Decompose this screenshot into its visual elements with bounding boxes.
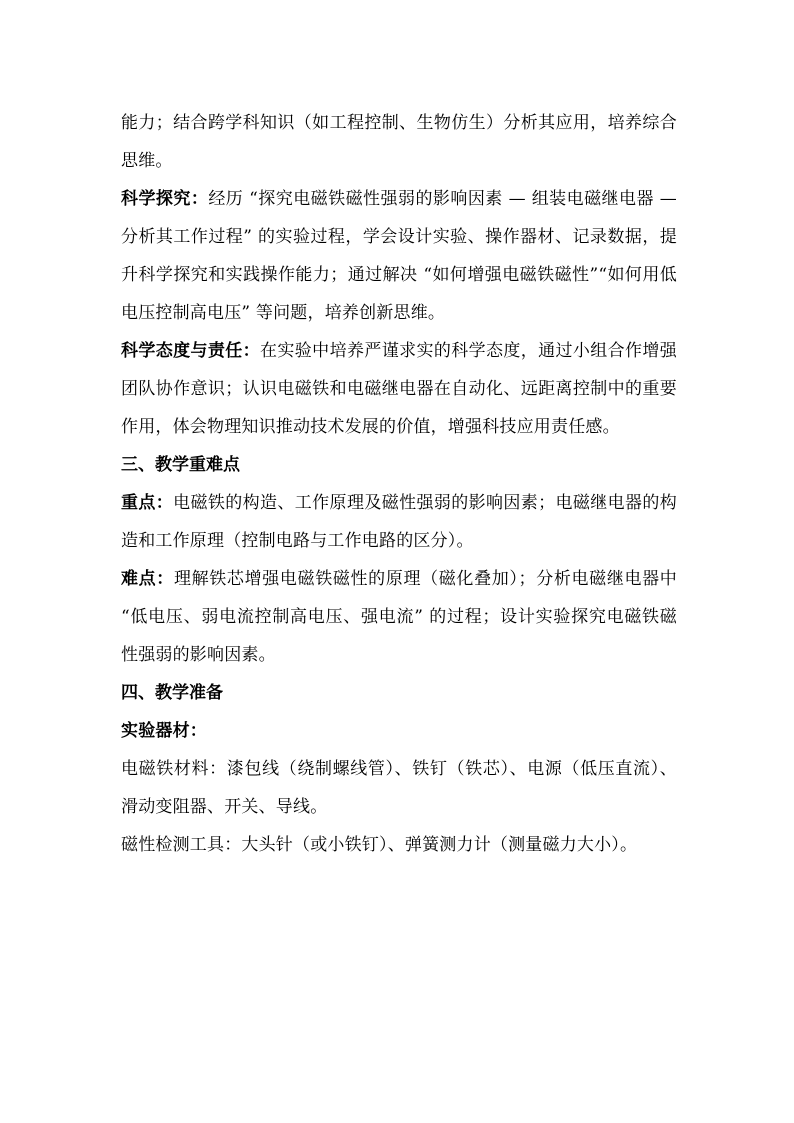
paragraph-experiment-equipment [121, 712, 677, 750]
paragraph-text: 在实验中培养严谨求实的科学态度，通过小组合作增强团队协作意识；认识电磁铁和电磁继电器在自动化、远距离控制中的重要作用，体会物理知识推动技术发展的价值，增强科技应用责任感。 [121, 341, 677, 437]
paragraph-label: 实验器材： [121, 721, 207, 741]
paragraph-label: 重点： [121, 493, 174, 513]
paragraph-ability-continuation [121, 104, 677, 180]
paragraph-label: 科学探究： [121, 189, 209, 209]
paragraph-text: 电磁铁的构造、工作原理及磁性强弱的影响因素；电磁继电器的构造和工作原理（控制电路与工作电路的区分）。 [121, 493, 677, 551]
paragraph-text: 经历 “探究电磁铁磁性强弱的影响因素 — 组装电磁继电器 — 分析其工作过程” 的实验过程，学会设计实验、操作器材、记录数据，提升科学探究和实践操作能力；通过解决 “如何增强电磁铁磁性”“如何用低电压控制高电压” 等问题，培养创新思维。 [121, 189, 678, 323]
section-heading-teaching-preparation: 四、教学准备 [121, 683, 223, 703]
paragraph-difficult-points [121, 560, 677, 674]
paragraph-key-points [121, 484, 677, 560]
paragraph-electromagnet-materials [121, 750, 677, 826]
paragraph-scientific-inquiry [121, 180, 677, 332]
paragraph-text: 电磁铁材料：漆包线（绕制螺线管）、铁钉（铁芯）、电源（低压直流）、滑动变阻器、开关、导线。 [121, 759, 677, 817]
paragraph-magnetic-detection-tools [121, 826, 677, 864]
document-body [121, 104, 677, 864]
paragraph-text: 能力；结合跨学科知识（如工程控制、生物仿生）分析其应用，培养综合思维。 [121, 113, 677, 171]
paragraph-text: 理解铁芯增强电磁铁磁性的原理（磁化叠加）；分析电磁继电器中 “低电压、弱电流控制高电压、强电流” 的过程；设计实验探究电磁铁磁性强弱的影响因素。 [121, 569, 677, 665]
section-heading-key-difficult-points: 三、教学重难点 [121, 455, 240, 475]
paragraph-label: 科学态度与责任： [121, 341, 261, 361]
paragraph-text: 磁性检测工具：大头针（或小铁钉）、弹簧测力计（测量磁力大小）。 [121, 835, 638, 855]
paragraph-label: 难点： [121, 569, 174, 589]
paragraph-scientific-attitude [121, 332, 677, 446]
